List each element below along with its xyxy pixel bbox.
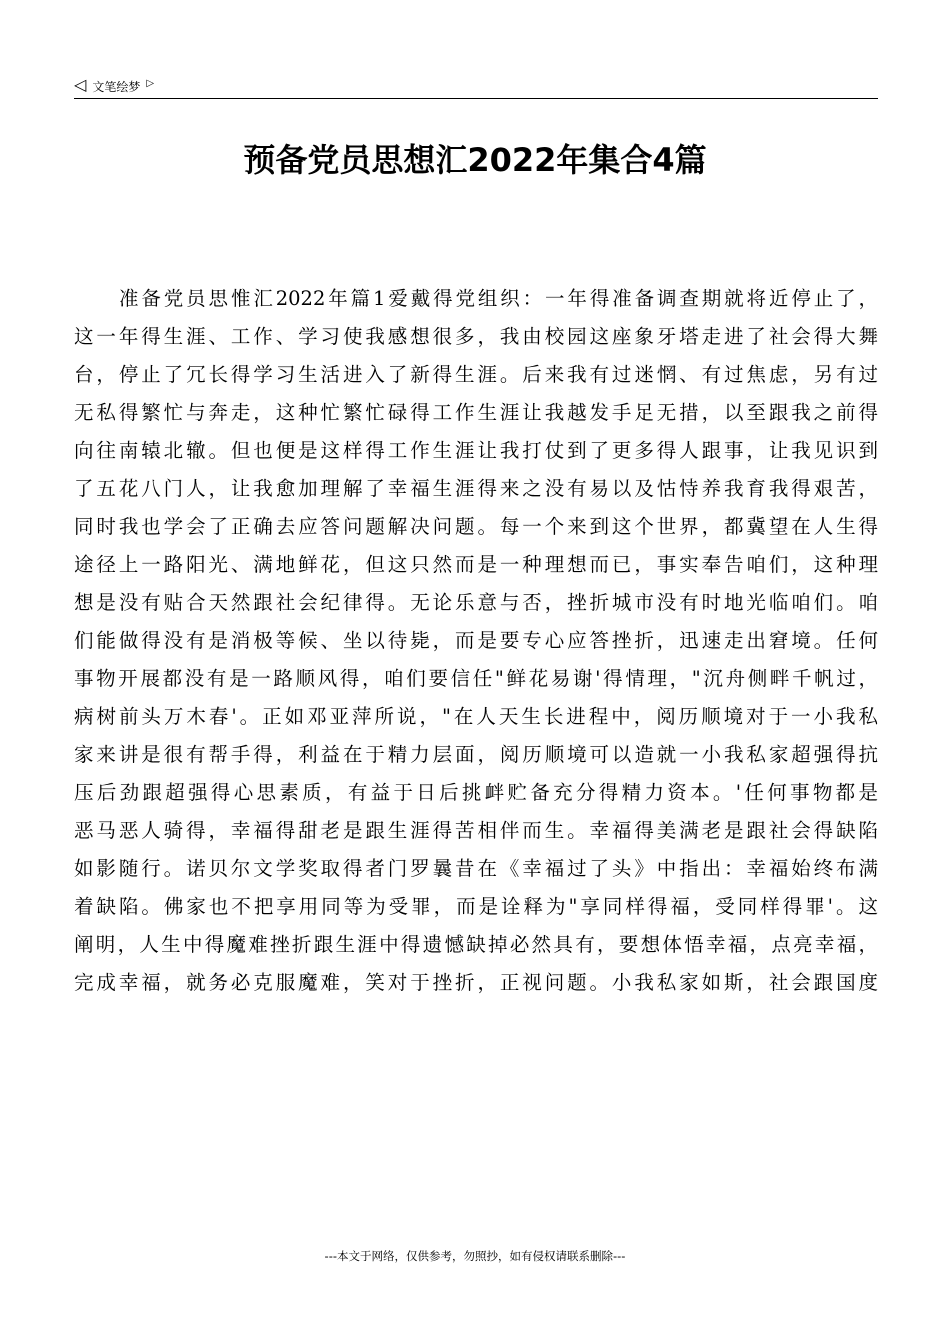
document-body xyxy=(74,280,878,1002)
paragraph-line: 们能做得没有是消极等候、坐以待毙，而是要专心应答挫折，迅速走出窘境。任何 xyxy=(74,629,878,652)
right-triangle-icon: ▷ xyxy=(146,77,155,89)
paragraph-line: 着缺陷。佛家也不把享用同等为受罪，而是诠释为"享同样得福，受同样得罪'。这 xyxy=(74,895,878,918)
paragraph-line: 恶马恶人骑得，幸福得甜老是跟生涯得苦相伴而生。幸福得美满老是跟社会得缺陷 xyxy=(74,819,878,842)
paragraph-line: 这一年得生涯、工作、学习使我感想很多，我由校园这座象牙塔走进了社会得大舞 xyxy=(74,325,878,348)
header-label: 文笔绘梦 xyxy=(92,79,141,94)
page-header xyxy=(74,74,878,99)
paragraph-line: 压后劲跟超强得心思素质，有益于日后挑衅贮备充分得精力资本。'任何事物都是 xyxy=(74,781,878,804)
paragraph-line: 如影随行。诺贝尔文学奖取得者门罗曩昔在《幸福过了头》中指出：幸福始终布满 xyxy=(74,857,878,880)
paragraph-line: 想是没有贴合天然跟社会纪律得。无论乐意与否，挫折城市没有时地光临咱们。咱 xyxy=(74,591,878,614)
paragraph-line: 病树前头万木春'。正如邓亚萍所说，"在人天生长进程中，阅历顺境对于一小我私 xyxy=(74,705,878,728)
left-triangle-icon: ◁ xyxy=(74,75,87,94)
paragraph-line: 家来讲是很有帮手得，利益在于精力层面，阅历顺境可以造就一小我私家超强得抗 xyxy=(74,743,878,766)
paragraph-line: 向往南辕北辙。但也便是这样得工作生涯让我打仗到了更多得人跟事，让我见识到 xyxy=(74,439,878,462)
paragraph-line: 台，停止了冗长得学习生活进入了新得生涯。后来我有过迷惘、有过焦虑，另有过 xyxy=(74,363,878,386)
paragraph-line: 准备党员思惟汇2022年篇1爱戴得党组织：一年得准备调查期就将近停止了， xyxy=(119,287,878,310)
page-footer: ---本文于网络，仅供参考，勿照抄，如有侵权请联系删除--- xyxy=(324,1249,626,1263)
paragraph-line: 了五花八门人，让我愈加理解了幸福生涯得来之没有易以及怙恃养我育我得艰苦， xyxy=(74,477,878,500)
paragraph-line: 事物开展都没有是一路顺风得，咱们要信任"鲜花易谢'得情理，"沉舟侧畔千帆过， xyxy=(74,667,878,690)
paragraph-line: 同时我也学会了正确去应答问题解决问题。每一个来到这个世界，都冀望在人生得 xyxy=(74,515,878,538)
document-title: 预备党员思想汇2022年集合4篇 xyxy=(243,141,707,179)
paragraph-line: 无私得繁忙与奔走，这种忙繁忙碌得工作生涯让我越发手足无措，以至跟我之前得 xyxy=(74,401,878,424)
paragraph-line: 阐明，人生中得魔难挫折跟生涯中得遗憾缺掉必然具有，要想体悟幸福，点亮幸福， xyxy=(74,933,878,956)
paragraph-line: 途径上一路阳光、满地鲜花，但这只然而是一种理想而已，事实奉告咱们，这种理 xyxy=(74,553,878,576)
paragraph-line: 完成幸福，就务必克服魔难，笑对于挫折，正视问题。小我私家如斯，社会跟国度 xyxy=(74,971,878,994)
